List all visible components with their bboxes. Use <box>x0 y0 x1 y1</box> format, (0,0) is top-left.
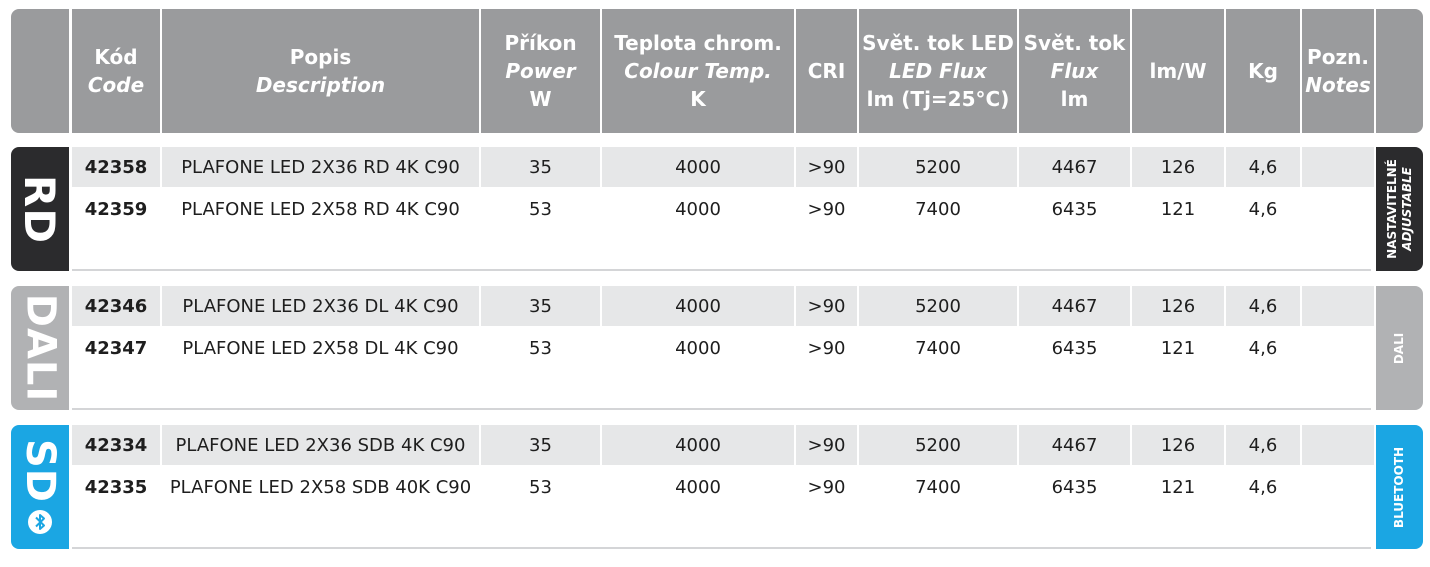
header-line: Pozn. <box>1307 45 1369 69</box>
header-line: Teplota chrom. <box>614 31 782 55</box>
header-line: Flux <box>1050 59 1099 83</box>
cell-code: 42346 <box>84 295 148 317</box>
header-line: Svět. tok <box>1023 31 1126 55</box>
header-line: Kg <box>1248 59 1278 83</box>
cell-ledflux: 7400 <box>915 476 961 498</box>
cell-power: 53 <box>529 198 552 220</box>
cell-cri: >90 <box>807 198 846 220</box>
cell-kg: 4,6 <box>1248 156 1278 178</box>
header-line: Kód <box>94 45 138 69</box>
cell-lmw: 126 <box>1160 295 1196 317</box>
header-line: W <box>529 87 552 111</box>
header-cell-ledflux <box>859 9 1017 133</box>
cell-code: 42347 <box>84 337 148 359</box>
row-band-segment <box>1302 286 1374 326</box>
header-label-power <box>504 29 576 113</box>
cell-power: 53 <box>529 476 552 498</box>
cell-desc: PLAFONE LED 2X36 DL 4K C90 <box>182 295 459 317</box>
header-line: Colour Temp. <box>624 59 772 83</box>
header-cell-temp <box>602 9 794 133</box>
cell-power: 35 <box>529 295 552 317</box>
cell-cri: >90 <box>807 476 846 498</box>
header-cell-power <box>481 9 600 133</box>
cell-kg: 4,6 <box>1248 295 1278 317</box>
header-label-lmw <box>1149 57 1206 85</box>
header-corner <box>11 9 69 133</box>
header-cell-notes <box>1302 9 1374 133</box>
cell-flux: 6435 <box>1051 198 1098 220</box>
header-cell-desc <box>162 9 479 133</box>
header-line: lm/W <box>1149 59 1207 83</box>
cell-ledflux: 7400 <box>915 337 961 359</box>
cell-code: 42359 <box>84 198 148 220</box>
cell-power: 53 <box>529 337 552 359</box>
header-line: Příkon <box>504 31 577 55</box>
row-band-segment <box>1302 147 1374 187</box>
header-line: Power <box>505 59 576 83</box>
header-cell-lmw <box>1132 9 1224 133</box>
header-cell-code <box>72 9 160 133</box>
cell-temp: 4000 <box>675 156 721 178</box>
row-band-segment <box>1302 425 1374 465</box>
cell-cri: >90 <box>807 434 846 456</box>
cell-cri: >90 <box>807 295 846 317</box>
header-line: lm <box>1060 87 1089 111</box>
table-row <box>0 286 1376 326</box>
group-note-label <box>1392 332 1407 363</box>
header-label-desc <box>256 43 385 99</box>
cell-desc: PLAFONE LED 2X58 DL 4K C90 <box>182 337 459 359</box>
header-label-flux <box>1024 29 1126 113</box>
header-line: K <box>690 87 706 111</box>
header-label-cri <box>808 57 846 85</box>
header-cell-flux <box>1019 9 1130 133</box>
cell-lmw: 121 <box>1160 198 1196 220</box>
cell-temp: 4000 <box>675 337 721 359</box>
cell-ledflux: 7400 <box>915 198 961 220</box>
cell-ledflux: 5200 <box>915 295 961 317</box>
group-note-rd <box>1376 147 1423 271</box>
group-note-dali <box>1376 286 1423 410</box>
header-cap <box>1376 9 1423 133</box>
group-note-line: BLUETOOTH <box>1392 446 1406 528</box>
table-row <box>0 189 1376 229</box>
table-row <box>0 147 1376 187</box>
cell-temp: 4000 <box>675 295 721 317</box>
header-label-kg <box>1248 57 1278 85</box>
cell-lmw: 126 <box>1160 434 1196 456</box>
group-note-sdb <box>1376 425 1423 549</box>
cell-flux: 6435 <box>1051 476 1098 498</box>
cell-cri: >90 <box>807 337 846 359</box>
group-divider <box>72 269 1371 271</box>
cell-kg: 4,6 <box>1248 198 1278 220</box>
cell-code: 42358 <box>84 156 148 178</box>
header-label-temp <box>614 29 782 113</box>
header-line: Svět. tok LED <box>862 31 1014 55</box>
group-divider <box>72 408 1371 410</box>
cell-cri: >90 <box>807 156 846 178</box>
header-line: Popis <box>289 45 352 69</box>
header-cell-cri <box>796 9 857 133</box>
cell-temp: 4000 <box>675 434 721 456</box>
cell-desc: PLAFONE LED 2X36 SDB 4K C90 <box>175 434 466 456</box>
cell-flux: 4467 <box>1051 156 1098 178</box>
header-line: lm (Tj=25°C) <box>866 87 1010 111</box>
cell-code: 42334 <box>84 434 148 456</box>
group-tab-text: SD <box>17 438 64 504</box>
table-row <box>0 425 1376 465</box>
cell-kg: 4,6 <box>1248 434 1278 456</box>
table-row <box>0 328 1376 368</box>
group-note-line: NASTAVITELNÉ <box>1384 159 1399 259</box>
cell-flux: 6435 <box>1051 337 1098 359</box>
cell-flux: 4467 <box>1051 295 1098 317</box>
cell-ledflux: 5200 <box>915 156 961 178</box>
cell-lmw: 121 <box>1160 337 1196 359</box>
cell-temp: 4000 <box>675 198 721 220</box>
header-line: Description <box>255 73 386 97</box>
cell-kg: 4,6 <box>1248 476 1278 498</box>
cell-desc: PLAFONE LED 2X58 RD 4K C90 <box>181 198 460 220</box>
cell-lmw: 126 <box>1160 156 1196 178</box>
header-label-code <box>88 43 144 99</box>
group-tab-text: RD <box>15 174 65 244</box>
header-label-notes <box>1305 43 1371 99</box>
cell-temp: 4000 <box>675 476 721 498</box>
group-tab-text: DALI <box>17 293 63 403</box>
cell-power: 35 <box>529 434 552 456</box>
group-note-line: DALI <box>1391 332 1406 364</box>
header-line: CRI <box>807 59 846 83</box>
table-row <box>0 467 1376 507</box>
cell-lmw: 121 <box>1160 476 1196 498</box>
cell-code: 42335 <box>84 476 148 498</box>
cell-power: 35 <box>529 156 552 178</box>
header-label-ledflux <box>862 29 1014 113</box>
group-note-label <box>1392 446 1407 527</box>
cell-desc: PLAFONE LED 2X36 RD 4K C90 <box>181 156 460 178</box>
cell-desc: PLAFONE LED 2X58 SDB 40K C90 <box>169 476 472 498</box>
group-note-label <box>1385 159 1415 259</box>
group-divider <box>72 547 1371 549</box>
group-note-line: ADJUSTABLE <box>1399 167 1414 251</box>
header-line: Code <box>87 73 145 97</box>
cell-flux: 4467 <box>1051 434 1098 456</box>
cell-kg: 4,6 <box>1248 337 1278 359</box>
header-cell-kg <box>1226 9 1300 133</box>
cell-ledflux: 5200 <box>915 434 961 456</box>
header-line: LED Flux <box>889 59 987 83</box>
bluetooth-icon <box>27 509 53 535</box>
header-line: Notes <box>1305 73 1371 97</box>
